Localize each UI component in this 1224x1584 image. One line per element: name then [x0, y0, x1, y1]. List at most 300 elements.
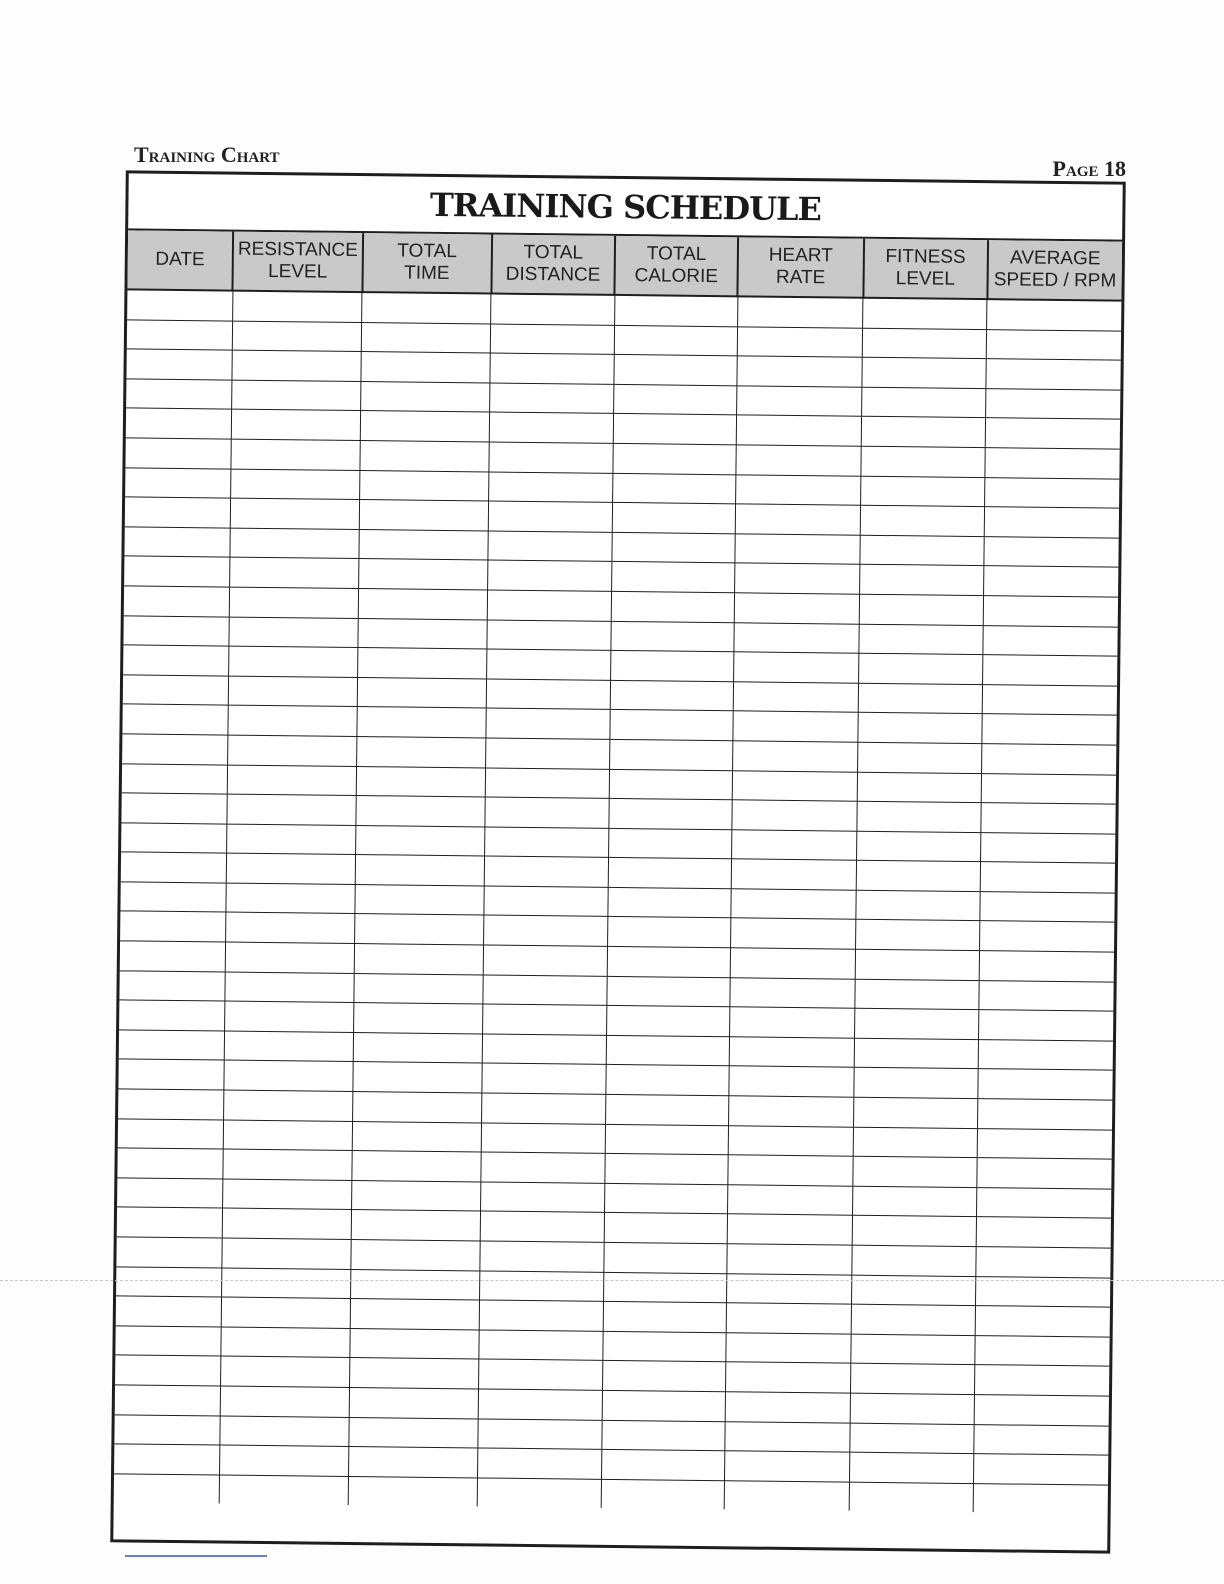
table-cell[interactable] — [985, 477, 1120, 508]
table-cell[interactable] — [485, 856, 609, 887]
table-cell[interactable] — [225, 913, 355, 944]
table-cell[interactable] — [352, 1121, 482, 1152]
table-cell[interactable] — [981, 832, 1116, 863]
table-cell[interactable] — [733, 711, 859, 742]
table-cell[interactable] — [855, 979, 980, 1010]
table-cell[interactable] — [853, 1156, 978, 1187]
table-cell[interactable] — [854, 1097, 979, 1128]
table-cell[interactable] — [121, 852, 227, 883]
table-cell[interactable] — [608, 798, 732, 829]
table-cell[interactable] — [852, 1245, 977, 1276]
table-cell[interactable] — [985, 448, 1120, 479]
table-cell[interactable] — [604, 1183, 728, 1214]
table-cell[interactable] — [483, 975, 607, 1006]
table-cell[interactable] — [351, 1210, 481, 1241]
table-cell[interactable] — [607, 887, 731, 918]
table-cell[interactable] — [731, 889, 857, 920]
table-cell[interactable] — [730, 918, 856, 949]
table-cell[interactable] — [487, 620, 611, 651]
table-cell[interactable] — [479, 1300, 603, 1331]
table-cell[interactable] — [126, 408, 232, 439]
table-cell[interactable] — [227, 765, 357, 796]
table-cell[interactable] — [232, 321, 362, 352]
table-cell[interactable] — [724, 1451, 850, 1482]
table-cell[interactable] — [974, 1395, 1109, 1426]
table-cell[interactable] — [851, 1364, 976, 1395]
table-cell[interactable] — [227, 735, 357, 766]
table-cell[interactable] — [115, 1355, 221, 1386]
table-cell[interactable] — [222, 1208, 352, 1239]
table-cell[interactable] — [221, 1327, 351, 1358]
table-cell[interactable] — [117, 1207, 223, 1238]
table-cell[interactable] — [229, 557, 359, 588]
table-cell[interactable] — [729, 1066, 855, 1097]
table-cell[interactable] — [124, 527, 230, 558]
table-cell[interactable] — [359, 559, 489, 590]
table-cell[interactable] — [981, 773, 1116, 804]
table-cell[interactable] — [353, 1062, 483, 1093]
table-cell[interactable] — [223, 1149, 353, 1180]
table-cell[interactable] — [608, 858, 732, 889]
table-cell[interactable] — [603, 1242, 727, 1273]
table-cell[interactable] — [487, 649, 611, 680]
table-cell[interactable] — [491, 324, 615, 355]
table-cell[interactable] — [124, 586, 230, 617]
table-cell[interactable] — [734, 593, 860, 624]
table-cell[interactable] — [737, 356, 863, 387]
table-cell[interactable] — [223, 1090, 353, 1121]
table-cell[interactable] — [120, 941, 226, 972]
table-cell[interactable] — [230, 528, 360, 559]
table-cell[interactable] — [730, 977, 856, 1008]
table-cell[interactable] — [479, 1330, 603, 1361]
table-cell[interactable] — [356, 766, 486, 797]
table-cell[interactable] — [984, 507, 1119, 538]
table-cell[interactable] — [125, 467, 231, 498]
table-cell[interactable] — [117, 1148, 223, 1179]
table-cell[interactable] — [858, 713, 983, 744]
table-cell[interactable] — [487, 679, 611, 710]
table-cell[interactable] — [126, 379, 232, 410]
table-cell[interactable] — [483, 1034, 607, 1065]
table-cell[interactable] — [601, 1479, 725, 1509]
table-cell[interactable] — [724, 1480, 850, 1511]
table-cell[interactable] — [733, 652, 859, 683]
table-cell[interactable] — [222, 1238, 352, 1269]
table-cell[interactable] — [349, 1417, 479, 1448]
table-cell[interactable] — [605, 1065, 729, 1096]
table-cell[interactable] — [603, 1272, 727, 1303]
table-cell[interactable] — [609, 769, 733, 800]
table-cell[interactable] — [357, 707, 487, 738]
table-cell[interactable] — [735, 474, 861, 505]
table-cell[interactable] — [486, 738, 610, 769]
table-cell[interactable] — [857, 831, 982, 862]
table-cell[interactable] — [127, 289, 233, 320]
table-cell[interactable] — [355, 884, 485, 915]
table-cell[interactable] — [727, 1214, 853, 1245]
table-cell[interactable] — [120, 911, 226, 942]
table-cell[interactable] — [354, 973, 484, 1004]
table-cell[interactable] — [224, 1031, 354, 1062]
table-cell[interactable] — [850, 1423, 975, 1454]
table-cell[interactable] — [125, 497, 231, 528]
table-cell[interactable] — [490, 353, 614, 384]
table-cell[interactable] — [490, 383, 614, 414]
table-cell[interactable] — [221, 1268, 351, 1299]
table-cell[interactable] — [362, 292, 492, 324]
table-cell[interactable] — [736, 415, 862, 446]
table-cell[interactable] — [613, 384, 737, 415]
table-cell[interactable] — [604, 1154, 728, 1185]
table-cell[interactable] — [986, 359, 1121, 390]
table-cell[interactable] — [478, 1448, 602, 1479]
table-cell[interactable] — [226, 824, 356, 855]
table-cell[interactable] — [231, 409, 361, 440]
table-cell[interactable] — [484, 945, 608, 976]
table-cell[interactable] — [861, 417, 986, 448]
table-cell[interactable] — [987, 329, 1122, 360]
table-cell[interactable] — [613, 355, 737, 386]
table-cell[interactable] — [357, 736, 487, 767]
table-cell[interactable] — [229, 617, 359, 648]
table-cell[interactable] — [851, 1334, 976, 1365]
table-cell[interactable] — [360, 441, 490, 472]
table-cell[interactable] — [726, 1303, 852, 1334]
table-cell[interactable] — [984, 536, 1119, 567]
table-cell[interactable] — [611, 562, 735, 593]
table-cell[interactable] — [737, 296, 863, 328]
table-cell[interactable] — [225, 942, 355, 973]
table-cell[interactable] — [355, 855, 485, 886]
table-cell[interactable] — [863, 298, 988, 330]
table-cell[interactable] — [862, 357, 987, 388]
table-cell[interactable] — [610, 680, 734, 711]
table-cell[interactable] — [118, 1118, 224, 1149]
table-cell[interactable] — [123, 645, 229, 676]
table-cell[interactable] — [123, 675, 229, 706]
table-cell[interactable] — [122, 763, 228, 794]
table-cell[interactable] — [974, 1424, 1109, 1455]
table-cell[interactable] — [222, 1179, 352, 1210]
table-cell[interactable] — [851, 1304, 976, 1335]
table-cell[interactable] — [356, 825, 486, 856]
table-cell[interactable] — [478, 1389, 602, 1420]
table-cell[interactable] — [856, 920, 981, 951]
table-cell[interactable] — [978, 1099, 1113, 1130]
table-cell[interactable] — [982, 714, 1117, 745]
table-cell[interactable] — [729, 1007, 855, 1038]
table-cell[interactable] — [737, 326, 863, 357]
table-cell[interactable] — [732, 741, 858, 772]
table-cell[interactable] — [114, 1474, 220, 1504]
table-cell[interactable] — [481, 1123, 605, 1154]
table-cell[interactable] — [734, 563, 860, 594]
table-cell[interactable] — [857, 801, 982, 832]
table-cell[interactable] — [114, 1414, 220, 1445]
table-cell[interactable] — [858, 742, 983, 773]
table-cell[interactable] — [482, 1093, 606, 1124]
table-cell[interactable] — [484, 886, 608, 917]
table-cell[interactable] — [122, 734, 228, 765]
table-cell[interactable] — [852, 1216, 977, 1247]
table-cell[interactable] — [982, 684, 1117, 715]
table-cell[interactable] — [733, 682, 859, 713]
table-cell[interactable] — [609, 710, 733, 741]
table-cell[interactable] — [605, 1124, 729, 1155]
table-cell[interactable] — [230, 469, 360, 500]
table-cell[interactable] — [608, 828, 732, 859]
table-cell[interactable] — [734, 622, 860, 653]
table-cell[interactable] — [353, 1032, 483, 1063]
table-cell[interactable] — [610, 621, 734, 652]
table-cell[interactable] — [974, 1454, 1109, 1485]
table-cell[interactable] — [352, 1151, 482, 1182]
table-cell[interactable] — [223, 1120, 353, 1151]
table-cell[interactable] — [119, 1000, 225, 1031]
table-cell[interactable] — [975, 1306, 1110, 1337]
table-cell[interactable] — [726, 1273, 852, 1304]
table-cell[interactable] — [119, 971, 225, 1002]
table-cell[interactable] — [116, 1237, 222, 1268]
table-cell[interactable] — [229, 587, 359, 618]
table-cell[interactable] — [853, 1186, 978, 1217]
table-cell[interactable] — [976, 1217, 1111, 1248]
table-cell[interactable] — [983, 655, 1118, 686]
table-cell[interactable] — [220, 1416, 350, 1447]
table-cell[interactable] — [727, 1185, 853, 1216]
table-cell[interactable] — [857, 772, 982, 803]
table-cell[interactable] — [728, 1096, 854, 1127]
table-cell[interactable] — [115, 1326, 221, 1357]
table-cell[interactable] — [228, 676, 358, 707]
table-cell[interactable] — [612, 503, 736, 534]
table-cell[interactable] — [614, 325, 738, 356]
table-cell[interactable] — [118, 1089, 224, 1120]
table-cell[interactable] — [118, 1059, 224, 1090]
table-cell[interactable] — [361, 322, 491, 353]
table-cell[interactable] — [119, 1030, 225, 1061]
table-cell[interactable] — [606, 976, 730, 1007]
table-cell[interactable] — [605, 1094, 729, 1125]
table-cell[interactable] — [604, 1213, 728, 1244]
table-cell[interactable] — [481, 1182, 605, 1213]
table-cell[interactable] — [488, 560, 612, 591]
table-cell[interactable] — [354, 944, 484, 975]
table-cell[interactable] — [481, 1152, 605, 1183]
table-cell[interactable] — [356, 796, 486, 827]
table-cell[interactable] — [231, 380, 361, 411]
table-cell[interactable] — [977, 1158, 1112, 1189]
table-cell[interactable] — [125, 438, 231, 469]
table-cell[interactable] — [230, 498, 360, 529]
table-cell[interactable] — [725, 1362, 851, 1393]
table-cell[interactable] — [354, 1003, 484, 1034]
table-cell[interactable] — [349, 1447, 479, 1478]
table-cell[interactable] — [361, 352, 491, 383]
table-cell[interactable] — [484, 915, 608, 946]
table-cell[interactable] — [221, 1297, 351, 1328]
table-cell[interactable] — [226, 853, 356, 884]
table-cell[interactable] — [860, 535, 985, 566]
table-cell[interactable] — [981, 803, 1116, 834]
table-cell[interactable] — [986, 388, 1121, 419]
table-cell[interactable] — [854, 1038, 979, 1069]
table-cell[interactable] — [977, 1187, 1112, 1218]
table-cell[interactable] — [490, 412, 614, 443]
table-cell[interactable] — [979, 951, 1114, 982]
table-cell[interactable] — [986, 418, 1121, 449]
table-cell[interactable] — [849, 1482, 974, 1513]
table-cell[interactable] — [850, 1452, 975, 1483]
table-cell[interactable] — [224, 1060, 354, 1091]
table-cell[interactable] — [480, 1211, 604, 1242]
table-cell[interactable] — [351, 1269, 481, 1300]
table-cell[interactable] — [730, 948, 856, 979]
table-cell[interactable] — [488, 590, 612, 621]
table-cell[interactable] — [854, 1068, 979, 1099]
table-cell[interactable] — [121, 823, 227, 854]
table-cell[interactable] — [979, 1010, 1114, 1041]
table-cell[interactable] — [350, 1328, 480, 1359]
table-cell[interactable] — [219, 1475, 349, 1506]
table-cell[interactable] — [613, 414, 737, 445]
table-cell[interactable] — [126, 349, 232, 380]
table-cell[interactable] — [725, 1392, 851, 1423]
table-cell[interactable] — [980, 862, 1115, 893]
table-cell[interactable] — [607, 917, 731, 948]
table-cell[interactable] — [477, 1478, 601, 1508]
table-cell[interactable] — [360, 470, 490, 501]
table-cell[interactable] — [116, 1296, 222, 1327]
table-cell[interactable] — [220, 1356, 350, 1387]
table-cell[interactable] — [859, 653, 984, 684]
table-cell[interactable] — [359, 529, 489, 560]
table-cell[interactable] — [607, 946, 731, 977]
table-cell[interactable] — [850, 1393, 975, 1424]
table-cell[interactable] — [728, 1125, 854, 1156]
table-cell[interactable] — [853, 1127, 978, 1158]
table-cell[interactable] — [862, 387, 987, 418]
table-cell[interactable] — [491, 294, 615, 325]
table-cell[interactable] — [859, 594, 984, 625]
table-cell[interactable] — [856, 890, 981, 921]
table-cell[interactable] — [611, 532, 735, 563]
table-cell[interactable] — [358, 588, 488, 619]
table-cell[interactable] — [856, 860, 981, 891]
table-cell[interactable] — [122, 704, 228, 735]
table-cell[interactable] — [984, 566, 1119, 597]
table-cell[interactable] — [228, 646, 358, 677]
table-cell[interactable] — [121, 793, 227, 824]
table-cell[interactable] — [855, 949, 980, 980]
table-cell[interactable] — [978, 1069, 1113, 1100]
table-cell[interactable] — [483, 1004, 607, 1035]
table-cell[interactable] — [127, 319, 233, 350]
table-cell[interactable] — [975, 1365, 1110, 1396]
table-cell[interactable] — [225, 972, 355, 1003]
table-cell[interactable] — [489, 442, 613, 473]
table-cell[interactable] — [485, 797, 609, 828]
table-cell[interactable] — [860, 505, 985, 536]
table-cell[interactable] — [355, 914, 485, 945]
table-cell[interactable] — [352, 1180, 482, 1211]
table-cell[interactable] — [973, 1483, 1108, 1514]
table-cell[interactable] — [979, 980, 1114, 1011]
table-cell[interactable] — [220, 1386, 350, 1417]
table-cell[interactable] — [489, 501, 613, 532]
table-cell[interactable] — [602, 1390, 726, 1421]
table-cell[interactable] — [489, 472, 613, 503]
table-cell[interactable] — [353, 1092, 483, 1123]
table-cell[interactable] — [349, 1387, 479, 1418]
table-cell[interactable] — [983, 596, 1118, 627]
table-cell[interactable] — [486, 767, 610, 798]
table-cell[interactable] — [114, 1444, 220, 1475]
table-cell[interactable] — [612, 443, 736, 474]
table-cell[interactable] — [725, 1421, 851, 1452]
table-cell[interactable] — [980, 891, 1115, 922]
table-cell[interactable] — [983, 625, 1118, 656]
table-cell[interactable] — [610, 651, 734, 682]
table-cell[interactable] — [488, 531, 612, 562]
table-cell[interactable] — [350, 1299, 480, 1330]
table-cell[interactable] — [232, 350, 362, 381]
table-cell[interactable] — [858, 683, 983, 714]
table-cell[interactable] — [361, 381, 491, 412]
table-cell[interactable] — [601, 1420, 725, 1451]
table-cell[interactable] — [482, 1063, 606, 1094]
table-cell[interactable] — [609, 739, 733, 770]
table-cell[interactable] — [860, 565, 985, 596]
table-cell[interactable] — [977, 1128, 1112, 1159]
table-cell[interactable] — [124, 556, 230, 587]
table-cell[interactable] — [727, 1244, 853, 1275]
table-cell[interactable] — [732, 770, 858, 801]
table-cell[interactable] — [485, 827, 609, 858]
table-cell[interactable] — [731, 829, 857, 860]
table-cell[interactable] — [612, 473, 736, 504]
table-cell[interactable] — [603, 1302, 727, 1333]
table-cell[interactable] — [359, 500, 489, 531]
table-cell[interactable] — [732, 800, 858, 831]
table-cell[interactable] — [861, 446, 986, 477]
table-cell[interactable] — [480, 1241, 604, 1272]
table-cell[interactable] — [736, 386, 862, 417]
table-cell[interactable] — [735, 504, 861, 535]
table-cell[interactable] — [606, 1006, 730, 1037]
table-cell[interactable] — [726, 1333, 852, 1364]
table-cell[interactable] — [978, 1039, 1113, 1070]
table-cell[interactable] — [976, 1247, 1111, 1278]
table-cell[interactable] — [350, 1358, 480, 1389]
table-cell[interactable] — [358, 648, 488, 679]
table-cell[interactable] — [735, 534, 861, 565]
table-cell[interactable] — [227, 794, 357, 825]
table-cell[interactable] — [224, 1001, 354, 1032]
table-cell[interactable] — [601, 1450, 725, 1481]
table-cell[interactable] — [123, 615, 229, 646]
table-cell[interactable] — [602, 1331, 726, 1362]
table-cell[interactable] — [228, 705, 358, 736]
table-cell[interactable] — [987, 299, 1122, 331]
table-cell[interactable] — [606, 1035, 730, 1066]
table-cell[interactable] — [602, 1361, 726, 1392]
table-cell[interactable] — [357, 677, 487, 708]
table-cell[interactable] — [729, 1037, 855, 1068]
table-cell[interactable] — [855, 1008, 980, 1039]
table-cell[interactable] — [360, 411, 490, 442]
